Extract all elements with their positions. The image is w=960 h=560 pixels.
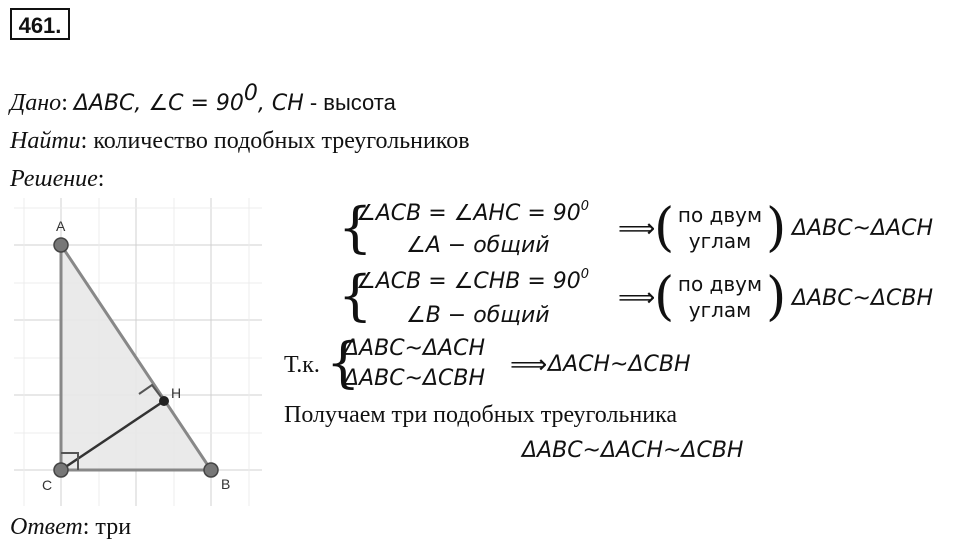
given-altitude: CH xyxy=(271,91,304,116)
since-line1: ΔABC~ΔACH xyxy=(344,336,485,361)
given-suffix: - высота xyxy=(309,90,396,115)
point-h xyxy=(159,396,169,406)
label-h: H xyxy=(171,385,182,401)
since-result: ΔACH~ΔCBH xyxy=(548,352,691,377)
implies-arrow-2: ⟹ xyxy=(618,283,656,313)
label-c: C xyxy=(42,477,53,493)
system1-line1: ∠ACB = ∠AHC = $90^0$ xyxy=(356,199,590,226)
implies-arrow-3: ⟹ xyxy=(510,350,548,380)
given-triangle: ΔABC xyxy=(73,91,135,116)
conclusion-text: Получаем три подобных треугольника xyxy=(284,402,678,428)
find-label: Найти xyxy=(10,128,81,154)
criterion1-open-paren: ( xyxy=(654,198,675,258)
answer-line: Ответ: три xyxy=(10,514,132,540)
system1-result: ΔABC~ΔACH xyxy=(792,216,933,241)
criterion2 xyxy=(670,271,770,323)
solution-label: Решение xyxy=(10,166,98,192)
implies-arrow-1: ⟹ xyxy=(618,214,656,244)
given-angle-exp: 0 xyxy=(243,81,258,106)
criterion1-bottom: углам xyxy=(688,229,752,253)
label-b: B xyxy=(221,476,231,492)
since-line2: ΔABC~ΔCBH xyxy=(344,366,486,391)
answer-label: Ответ xyxy=(10,514,83,540)
point-c xyxy=(54,463,68,477)
system1-brace: { xyxy=(338,196,373,259)
criterion2-top: по двум xyxy=(677,272,763,296)
system2-brace: { xyxy=(338,264,373,327)
point-b xyxy=(204,463,218,477)
find-text: количество подобных треугольников xyxy=(93,128,470,154)
criterion2-close-paren: ) xyxy=(766,267,787,327)
criterion2-open-paren: ( xyxy=(654,267,675,327)
criterion2-bottom: углам xyxy=(688,298,752,322)
similarity-chain: ΔABC~ΔACH~ΔCBH xyxy=(522,438,744,463)
system1-line2: ∠A − общий xyxy=(406,233,550,258)
criterion1-close-paren: ) xyxy=(766,198,787,258)
since-brace: { xyxy=(326,331,361,394)
find-line: Найти: количество подобных треугольников xyxy=(10,128,470,154)
solution-heading: Решение: xyxy=(10,166,105,192)
criterion1-top: по двум xyxy=(677,203,763,227)
system2-result: ΔABC~ΔCBH xyxy=(792,286,934,311)
answer-text: три xyxy=(95,514,132,540)
given-line: Дано: ΔABC, ∠C = $90^0$, CH - высота xyxy=(10,81,396,116)
given-label: Дано xyxy=(10,90,62,116)
point-a xyxy=(54,238,68,252)
system2-line1: ∠ACB = ∠CHB = $90^0$ xyxy=(356,267,590,294)
problem-number: 461. xyxy=(10,8,70,40)
given-angle: ∠C = 90 xyxy=(148,91,244,116)
label-a: A xyxy=(56,218,66,234)
criterion1 xyxy=(670,202,770,254)
triangle-figure xyxy=(14,198,264,508)
system2-line2: ∠B − общий xyxy=(406,303,550,328)
since-prefix: Т.к. xyxy=(284,352,320,378)
